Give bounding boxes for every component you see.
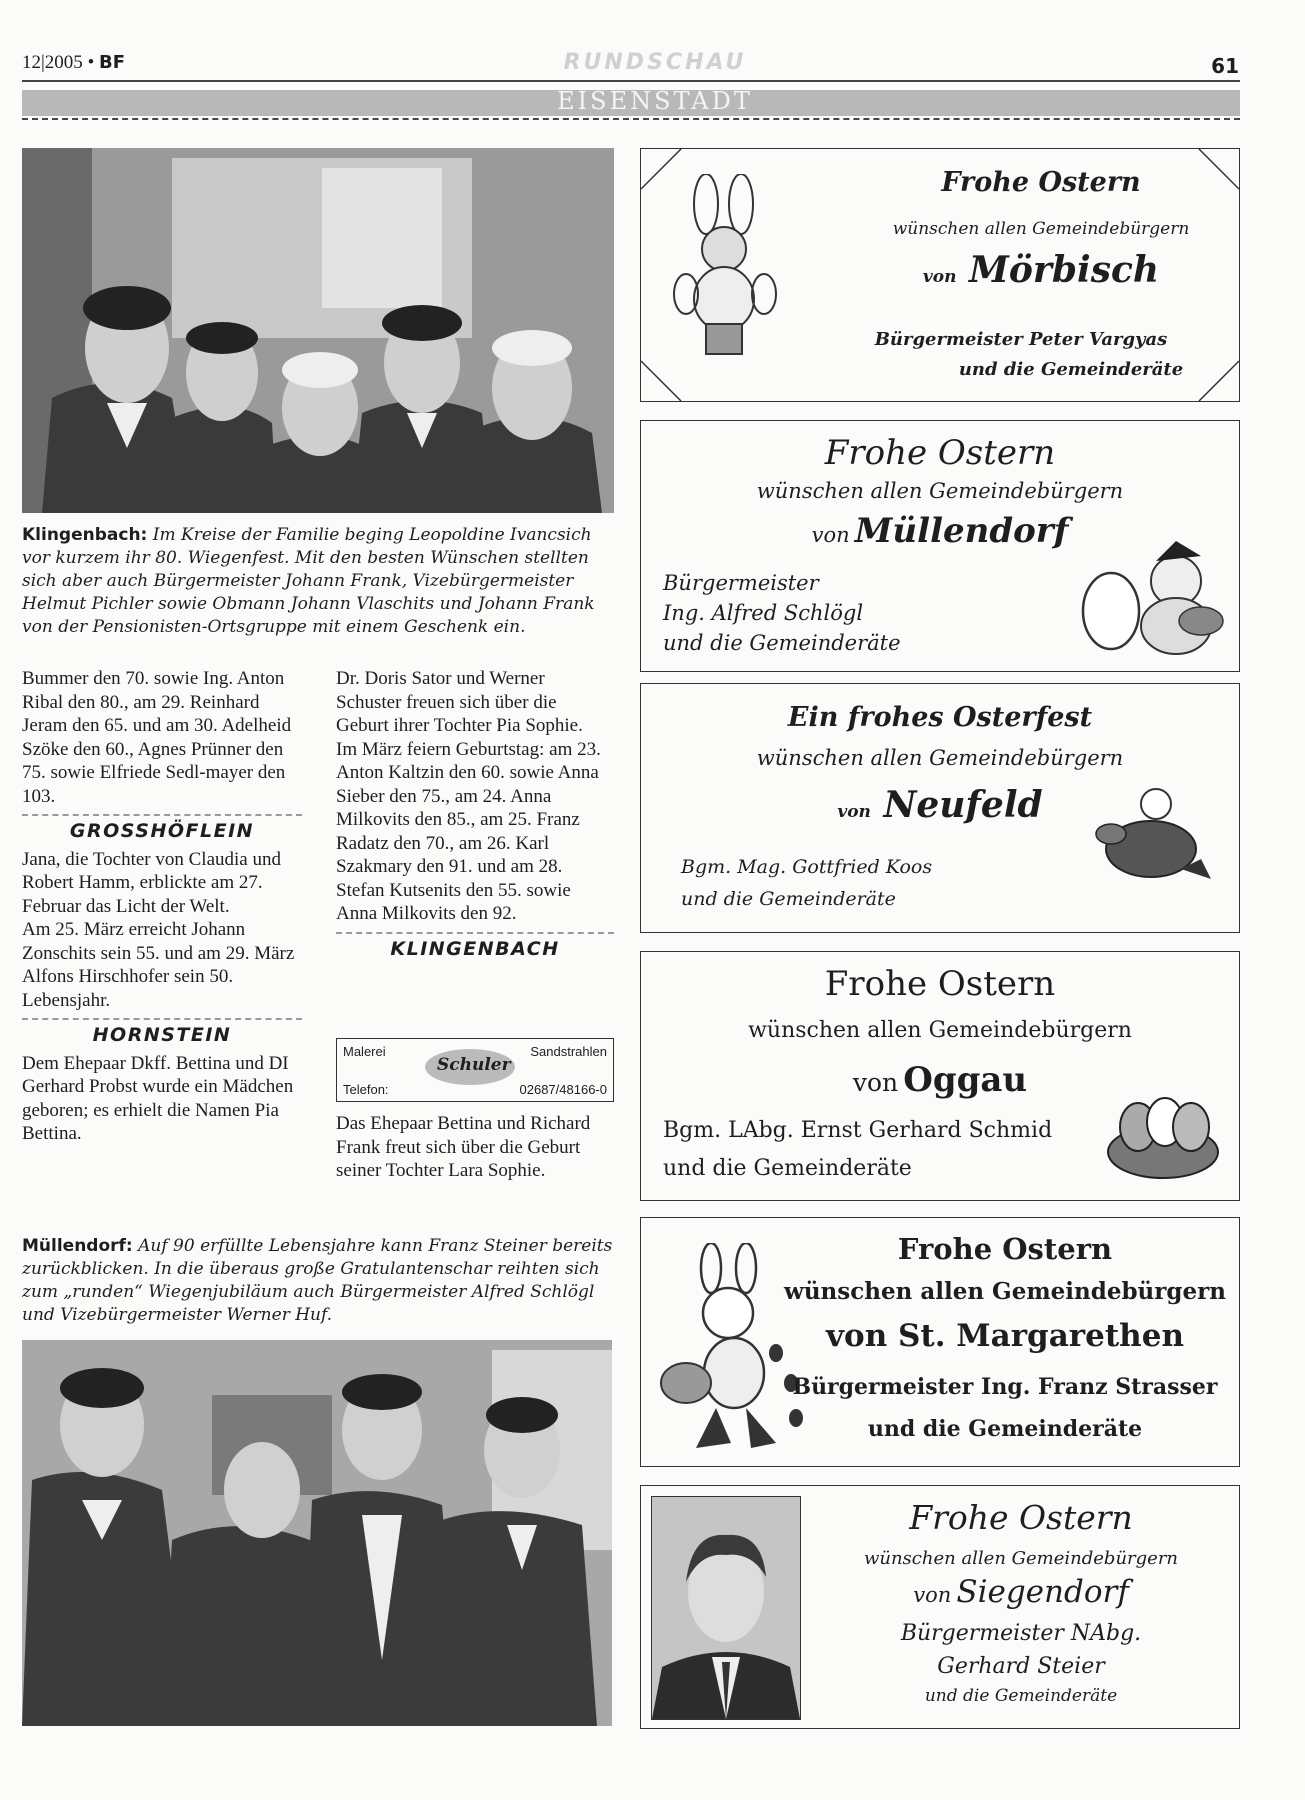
col2-paragraph-1: Dr. Doris Sator und Werner Schuster freuen sich über die Geburt ihrer Tochter Pia Sophie. <box>336 668 583 736</box>
col1-paragraph-2: Jana, die Tochter von Claudia und Robert Hamm, erblickte am 27. Februar das Licht der Welt. <box>22 848 281 917</box>
portrait-photo <box>651 1496 801 1720</box>
mini-ad-label-painter: Malerei <box>343 1044 386 1059</box>
ad1-greeting: wünschen allen Gemeindebürgern <box>892 219 1190 239</box>
ad1-mayor: Bürgermeister Peter Vargyas <box>874 329 1168 350</box>
mini-ad-label-sandblasting: Sandstrahlen <box>530 1044 607 1059</box>
section-heading-hornstein: HORNSTEIN <box>22 1018 302 1048</box>
caption-klingenbach <box>22 524 622 639</box>
caption-muellendorf <box>22 1235 622 1327</box>
section-heading-grosshoeflein: GROSSHÖFLEIN <box>22 814 302 844</box>
mini-ad-phone-number: 02687/48166-0 <box>519 1082 607 1097</box>
section-heading-klingenbach: KLINGENBACH <box>336 932 614 962</box>
ad2-heading: Frohe Ostern <box>824 433 1056 473</box>
easter-ad-st-margarethen <box>640 1217 1240 1467</box>
header-dashed-rule <box>22 118 1240 120</box>
ad3-von: von <box>837 802 871 822</box>
group-photo-muellendorf <box>22 1340 612 1726</box>
col1-paragraph-4: Dem Ehepaar Dkff. Bettina und DI Gerhard Probst wurde ein Mädchen geboren; es erhielt die Namen Pia Bettina. <box>22 1052 294 1144</box>
ad6-mayor-name: Gerhard Steier <box>937 1654 1105 1679</box>
ad1-council: und die Gemeinderäte <box>958 359 1184 380</box>
ad5-heading: Frohe Ostern <box>897 1232 1113 1266</box>
ad6-mayor-title: Bürgermeister NAbg. <box>900 1621 1142 1646</box>
ad4-council: und die Gemeinderäte <box>663 1156 912 1181</box>
issue-initials: BF <box>98 52 125 73</box>
ad2-council: und die Gemeinderäte <box>663 631 901 655</box>
mini-ad-label-phone: Telefon: <box>343 1082 389 1097</box>
easter-ad-neufeld <box>640 683 1240 933</box>
caption-klingenbach-title: Klingenbach: <box>22 525 148 545</box>
ad2-town-name: Müllendorf <box>854 511 1069 551</box>
ad6-heading: Frohe Ostern <box>909 1498 1133 1537</box>
ad5-town: von St. Margarethen <box>826 1318 1184 1354</box>
ad4-town-name: Oggau <box>903 1060 1028 1100</box>
group-photo-klingenbach <box>22 148 614 513</box>
ad4-von: von <box>852 1068 899 1097</box>
city-title: EISENSTADT <box>557 87 753 115</box>
caption-muellendorf-title: Müllendorf: <box>22 1236 133 1256</box>
ad5-council: und die Gemeinderäte <box>867 1416 1143 1442</box>
ad2-von: von <box>811 523 850 547</box>
ad2-mayor-name: Ing. Alfred Schlögl <box>663 601 864 625</box>
ad3-town-name: Neufeld <box>883 784 1043 826</box>
article-column-2 <box>336 667 614 965</box>
ad3-greeting: wünschen allen Gemeindebürgern <box>756 746 1124 770</box>
painter-ad <box>336 1038 614 1102</box>
ad3-mayor: Bgm. Mag. Gottfried Koos <box>681 856 933 878</box>
col1-paragraph-1: Bummer den 70. sowie Ing. Anton Ribal den 80., am 29. Reinhard Jeram den 65. und am 30. Adelheid Szöke den 60., Agnes Prünner den 75. sowie Elfriede Sedl-mayer den 103. <box>22 668 292 807</box>
easter-ad-oggau <box>640 951 1240 1201</box>
ad5-mayor: Bürgermeister Ing. Franz Strasser <box>792 1374 1218 1400</box>
ad1-town <box>841 249 1241 292</box>
ad4-heading: Frohe Ostern <box>824 964 1056 1004</box>
mini-ad-logo-text: Schuler <box>437 1055 511 1075</box>
ad1-town-name: Mörbisch <box>969 249 1160 291</box>
easter-ad-siegendorf <box>640 1485 1240 1729</box>
egg-basket-icon <box>1103 1082 1223 1182</box>
ad2-mayor-title: Bürgermeister <box>663 571 819 595</box>
easter-ad-moerbisch <box>640 148 1240 402</box>
ad3-heading: Ein frohes Osterfest <box>787 702 1093 733</box>
ad6-greeting: wünschen allen Gemeindebürgern <box>863 1548 1179 1569</box>
easter-ad-muellendorf <box>640 420 1240 672</box>
ad5-greeting: wünschen allen Gemeindebürgern <box>784 1278 1226 1305</box>
header-rule <box>22 80 1240 82</box>
ad4-greeting: wünschen allen Gemeindebürgern <box>748 1018 1132 1043</box>
magazine-title: RUNDSCHAU <box>563 50 747 75</box>
ad6-town-name: Siegendorf <box>956 1574 1129 1610</box>
article-column-1 <box>22 667 302 1146</box>
ad3-council: und die Gemeinderäte <box>681 888 896 910</box>
issue-number: 12|2005 <box>22 52 83 73</box>
issue-info: 12|2005 • BF <box>22 52 125 73</box>
bunny-icon <box>671 174 781 364</box>
ad6-town <box>811 1574 1231 1611</box>
col2-paragraph-3: Das Ehepaar Bettina und Richard Frank freut sich über die Geburt seiner Tochter Lara Sophie. <box>336 1113 591 1181</box>
ad6-council: und die Gemeinderäte <box>924 1686 1118 1706</box>
col1-paragraph-3: Am 25. März erreicht Johann Zonschits sein 55. und am 29. März Alfons Hirschhofer sein 50. Lebensjahr. <box>22 919 295 1011</box>
ad4-mayor: Bgm. LAbg. Ernst Gerhard Schmid <box>663 1118 1053 1143</box>
portrait-image <box>652 1497 800 1719</box>
ad2-greeting: wünschen allen Gemeindebürgern <box>756 479 1124 503</box>
caption-muellendorf-text: Auf 90 erfüllte Lebensjahre kann Franz Steiner bereits zurückblicken. In die überaus große Gratulantenschar reihten sich zum „runden“ Wiegenjubiläum auch Bürgermeister Alfred Schlögl und Vizebürgermeister Werner Huf. <box>22 1236 613 1325</box>
ad1-von: von <box>922 267 957 287</box>
caption-klingenbach-text: Im Kreise der Familie beging Leopoldine Ivancsich vor kurzem ihr 80. Wiegenfest. Mit den besten Wünschen stellten sich aber auch Bürgermeister Johann Frank, Vizebürgermeister Helmut Pichler sowie Obmann Johann Vlaschits und Johann Frank von der Pensionisten-Ortsgruppe mit einem Geschenk ein. <box>22 525 595 637</box>
chick-on-bunny-icon <box>1081 779 1221 889</box>
ad1-heading: Frohe Ostern <box>941 167 1141 198</box>
page-number: 61 <box>1211 54 1239 78</box>
painting-chick-icon <box>1081 541 1226 661</box>
article-column-2-bottom <box>336 1112 614 1183</box>
col2-paragraph-2: Im März feiern Geburtstag: am 23. Anton Kaltzin den 60. sowie Anna Sieber den 75., am 24. Anna Milkovits den 85., am 25. Franz Radatz den 70., am 26. Karl Szakmary den 91. und am 28. Stefan Kutsenits den 55. sowie Anna Milkovits den 92. <box>336 738 601 924</box>
ad6-von: von <box>913 1583 952 1607</box>
